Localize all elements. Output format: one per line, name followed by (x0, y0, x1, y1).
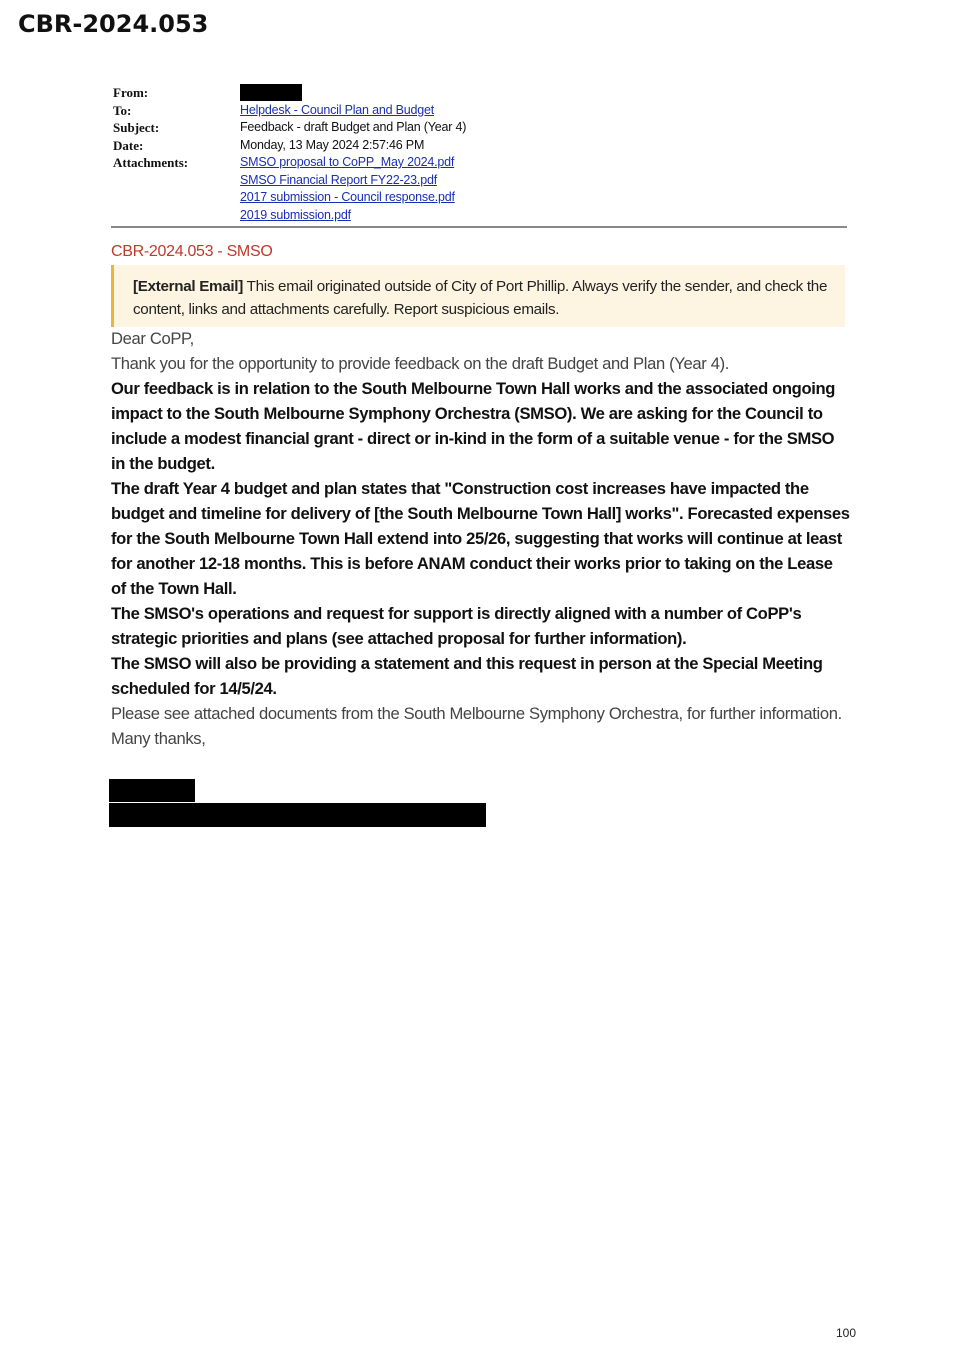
banner-text: This email originated outside of City of Port Phillip. Always verify the sender, and check the content, links and attachments carefully. Report suspicious emails. (133, 278, 828, 318)
greeting: Dear CoPP, (111, 329, 194, 348)
document-id: CBR-2024.053 (18, 10, 209, 38)
subject-heading: CBR-2024.053 - SMSO (111, 243, 273, 260)
from-label: From: (113, 85, 149, 100)
banner-label: [External Email] (133, 278, 243, 295)
from-row (113, 84, 466, 102)
email-body (111, 326, 851, 751)
attachment-link[interactable]: SMSO Financial Report FY22-23.pdf (240, 172, 437, 187)
attachment-link[interactable]: 2019 submission.pdf (240, 207, 351, 222)
date-label: Date: (113, 137, 144, 153)
body-paragraph: The SMSO will also be providing a statement and this request in person at the Special Meeting scheduled for 14/5/24. (111, 654, 823, 698)
body-paragraph: Thank you for the opportunity to provide feedback on the draft Budget and Plan (Year 4). (111, 354, 730, 373)
date-value: Monday, 13 May 2024 2:57:46 PM (240, 137, 425, 152)
attachment-link[interactable]: 2017 submission - Council response.pdf (240, 190, 455, 204)
redaction-block (240, 84, 302, 101)
to-label: To: (113, 102, 132, 118)
body-paragraph: Our feedback is in relation to the South Melbourne Town Hall works and the associated ongoing impact to the South Melbourne Symphony Orchestra (SMSO). We are asking for the Council to include a modest financial grant - direct or in-kind in the form of a suitable venue - for the SMSO in the budget. (111, 379, 836, 473)
email-header (113, 84, 466, 224)
body-paragraph: Please see attached documents from the South Melbourne Symphony Orchestra, for further information. (111, 704, 842, 723)
subject-row (113, 119, 466, 137)
header-divider (111, 226, 847, 228)
closing: Many thanks, (111, 729, 206, 748)
signature-redaction (109, 803, 486, 827)
attachment-link[interactable]: SMSO proposal to CoPP_May 2024.pdf (240, 155, 455, 169)
from-value-redacted (240, 84, 302, 102)
subject-value: Feedback - draft Budget and Plan (Year 4) (240, 120, 467, 134)
signature-redaction (109, 779, 195, 802)
subject-label: Subject: (113, 120, 160, 135)
to-row (113, 102, 466, 120)
attachments-row (113, 154, 466, 224)
date-row (113, 137, 466, 155)
attachments-label: Attachments: (113, 155, 189, 170)
external-email-banner (111, 265, 845, 327)
body-paragraph: The draft Year 4 budget and plan states that "Construction cost increases have impacted the budget and timeline for delivery of [the South Melbourne Town Hall] works". Forecasted expenses for the South Melbourne Town Hall extend into 25/26, suggesting that works will continue at least for another 12-18 months. This is before ANAM conduct their works prior to taking on the Lease of the Town Hall. (111, 479, 850, 598)
page-number: 100 (836, 1326, 857, 1340)
to-link[interactable]: Helpdesk - Council Plan and Budget (240, 102, 435, 117)
attachment-list (240, 154, 455, 224)
body-paragraph: The SMSO's operations and request for support is directly aligned with a number of CoPP's strategic priorities and plans (see attached proposal for further information). (111, 604, 802, 648)
